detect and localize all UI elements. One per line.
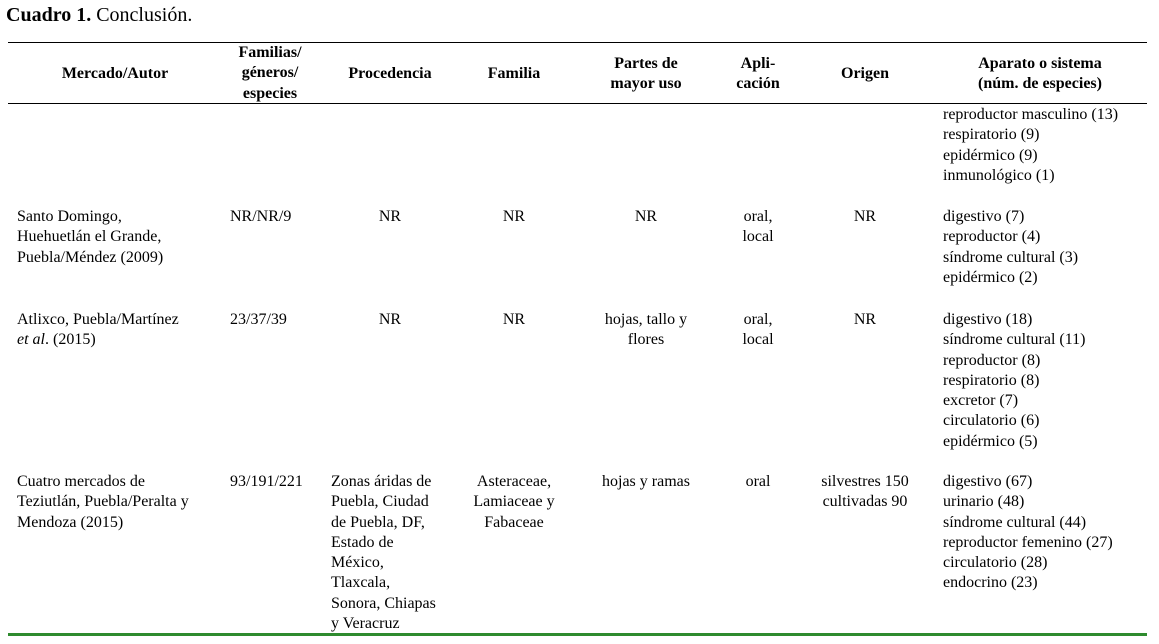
row1-procedencia: NR bbox=[378, 208, 402, 225]
header-procedencia: Procedencia bbox=[348, 65, 432, 82]
header-aparato-sistema: Aparato o sistema (núm. de especies) bbox=[978, 55, 1102, 93]
header-rule bbox=[8, 103, 1147, 104]
header-origen: Origen bbox=[841, 65, 889, 82]
row2-origen: NR bbox=[853, 311, 877, 328]
header-aplicacion: Apli- cación bbox=[736, 55, 780, 93]
row1-aplicacion: oral, local bbox=[742, 208, 774, 246]
table-caption bbox=[6, 3, 192, 27]
caption-text: Conclusión. bbox=[91, 4, 193, 26]
row1-mercado: Santo Domingo, Huehuetlán el Grande, Puebla/Méndez (2009) bbox=[17, 208, 164, 266]
row0-aparato: reproductor masculino (13) respiratorio (9) epidérmico (9) inmunológico (1) bbox=[943, 106, 1119, 184]
bottom-rule bbox=[8, 633, 1147, 636]
top-rule bbox=[8, 42, 1147, 43]
row2-partes: hojas, tallo y flores bbox=[604, 311, 688, 349]
row3-partes: hojas y ramas bbox=[602, 473, 690, 490]
row2-familia: NR bbox=[502, 311, 526, 328]
caption-label: Cuadro 1. bbox=[6, 4, 92, 26]
row1-partes: NR bbox=[634, 208, 658, 225]
row3-procedencia: Zonas áridas de Puebla, Ciudad de Puebla, DF, Estado de México, Tlaxcala, Sonora, Chiapas y Veracruz bbox=[331, 473, 436, 633]
row3-mercado: Cuatro mercados de Teziutlán, Puebla/Peralta y Mendoza (2015) bbox=[17, 473, 189, 531]
header-partes-mayor-uso: Partes de mayor uso bbox=[610, 55, 682, 93]
row1-familias: NR/NR/9 bbox=[230, 208, 292, 225]
row3-aparato: digestivo (67) urinario (48) síndrome cultural (44) reproductor femenino (27) circulatorio (28) endocrino (23) bbox=[943, 473, 1113, 592]
header-mercado-autor: Mercado/Autor bbox=[61, 65, 169, 82]
header-familias-generos-especies: Familias/ géneros/ especies bbox=[238, 44, 302, 102]
row3-familia: Asteraceae, Lamiaceae y Fabaceae bbox=[473, 473, 555, 531]
row3-origen: silvestres 150 cultivadas 90 bbox=[821, 473, 909, 511]
row1-familia: NR bbox=[502, 208, 526, 225]
row2-aparato: digestivo (18) síndrome cultural (11) reproductor (8) respiratorio (8) excretor (7) circulatorio (6) epidérmico (5) bbox=[943, 311, 1086, 450]
row2-aplicacion: oral, local bbox=[742, 311, 774, 349]
row2-procedencia: NR bbox=[378, 311, 402, 328]
row3-familias: 93/191/221 bbox=[230, 473, 303, 490]
header-familia: Familia bbox=[487, 65, 541, 82]
row2-mercado: Atlixco, Puebla/Martínez et al. (2015) bbox=[17, 311, 179, 349]
row1-aparato: digestivo (7) reproductor (4) síndrome cultural (3) epidérmico (2) bbox=[943, 208, 1079, 286]
et-al-italic: et al bbox=[17, 331, 45, 349]
row3-aplicacion: oral bbox=[745, 473, 771, 490]
row1-origen: NR bbox=[853, 208, 877, 225]
row2-familias: 23/37/39 bbox=[230, 311, 287, 328]
